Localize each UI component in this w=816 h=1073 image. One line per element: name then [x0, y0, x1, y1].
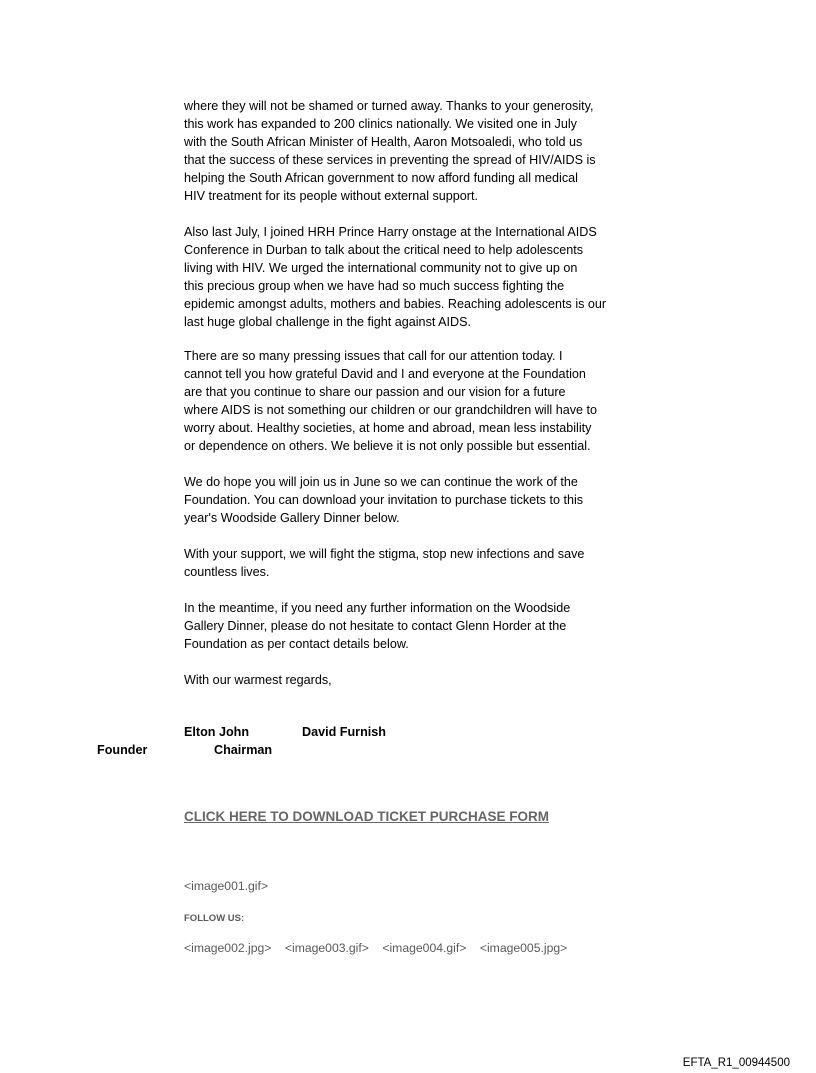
- social-image-link[interactable]: <image004.gif>: [382, 941, 467, 955]
- social-images-row: [184, 939, 576, 957]
- letter-paragraph: where they will not be shamed or turned away. Thanks to your generosity, this work has expanded to 200 clinics nationally. We visited one in July with the South African Minister of Health, Aaron Motsoaledi, who told us that the success of these services in preventing the spread of HIV/AIDS is helping the South African government to now afford funding all medical HIV treatment for its people without external support.: [184, 99, 596, 203]
- letter-paragraph: With your support, we will fight the stigma, stop new infections and save countless lives.: [184, 547, 585, 579]
- signature-title-chairman: Chairman: [214, 743, 273, 757]
- signature-name-david-furnish: David Furnish: [302, 725, 386, 739]
- signature-name-elton-john: Elton John: [184, 725, 250, 739]
- social-image-link[interactable]: <image005.jpg>: [479, 941, 568, 955]
- letter-paragraph: There are so many pressing issues that call for our attention today. I cannot tell you how grateful David and I and everyone at the Foundation are that you continue to share our passion and our vision for a future where AIDS is not something our children or our grandchildren will have to worry about. Healthy societies, at home and abroad, mean less instability or dependence on others. We believe it is not only possible but essential.: [184, 349, 598, 453]
- letter-paragraph: We do hope you will join us in June so we can continue the work of the Foundation. You can download your invitation to purchase tickets to this year's Woodside Gallery Dinner below.: [184, 475, 584, 525]
- image-placeholder: <image001.gif>: [184, 879, 269, 893]
- follow-us-label: FOLLOW US:: [184, 913, 245, 924]
- closing-line: With our warmest regards,: [184, 673, 332, 687]
- letter-paragraph: Also last July, I joined HRH Prince Harry onstage at the International AIDS Conference in Durban to talk about the critical need to help adolescents living with HIV. We urged the international community not to give up on this precious group when we have had so much success fighting the epidemic amongst adults, mothers and babies. Reaching adolescents is our last huge global challenge in the fight against AIDS.: [184, 225, 607, 329]
- document-id: EFTA_R1_00944500: [682, 1057, 790, 1069]
- signature-title-founder: Founder: [97, 743, 148, 757]
- download-ticket-form-link[interactable]: CLICK HERE TO DOWNLOAD TICKET PURCHASE FORM: [184, 809, 549, 824]
- social-image-link[interactable]: <image002.jpg>: [184, 941, 272, 955]
- social-image-link[interactable]: <image003.gif>: [284, 941, 369, 955]
- letter-paragraph: In the meantime, if you need any further information on the Woodside Gallery Dinner, please do not hesitate to contact Glenn Horder at the Foundation as per contact details below.: [184, 601, 571, 651]
